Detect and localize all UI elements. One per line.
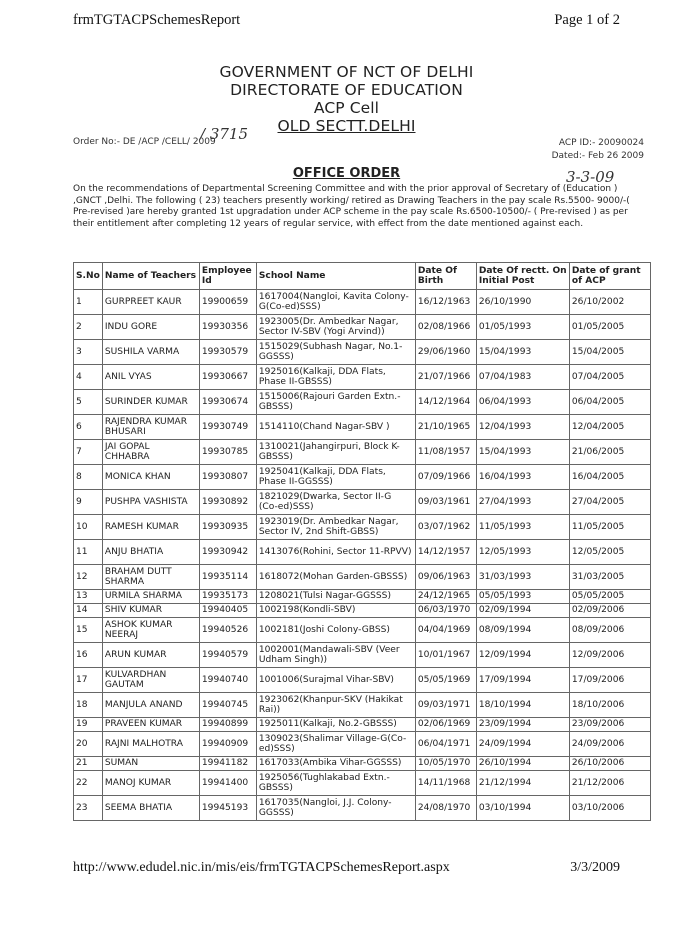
cell-employee-id: 19930892 (199, 490, 256, 515)
cell-name: RAJNI MALHOTRA (102, 732, 199, 757)
cell-date-of-grant: 12/05/2005 (569, 540, 650, 565)
cell-date-of-recruitment: 03/10/1994 (476, 796, 569, 821)
cell-date-of-birth: 09/03/1961 (415, 490, 476, 515)
cell-date-of-recruitment: 12/05/1993 (476, 540, 569, 565)
cell-employee-id: 19941182 (199, 757, 256, 771)
cell-employee-id: 19940526 (199, 618, 256, 643)
cell-date-of-birth: 10/01/1967 (415, 643, 476, 668)
cell-school-name: 1208021(Tulsi Nagar-GGSSS) (256, 590, 415, 604)
cell-sno: 3 (74, 340, 103, 365)
cell-date-of-birth: 11/08/1957 (415, 440, 476, 465)
cell-school-name: 1925016(Kalkaji, DDA Flats, Phase II-GBSSS) (256, 365, 415, 390)
cell-date-of-recruitment: 18/10/1994 (476, 693, 569, 718)
table-row (74, 415, 651, 440)
cell-school-name: 1821029(Dwarka, Sector II-G (Co-ed)SSS) (256, 490, 415, 515)
cell-sno: 18 (74, 693, 103, 718)
cell-sno: 16 (74, 643, 103, 668)
cell-date-of-birth: 05/05/1969 (415, 668, 476, 693)
cell-school-name: 1002198(Kondli-SBV) (256, 604, 415, 618)
cell-school-name: 1310021(Jahangirpuri, Block K-GBSSS) (256, 440, 415, 465)
cell-employee-id: 19930785 (199, 440, 256, 465)
cell-name: BRAHAM DUTT SHARMA (102, 565, 199, 590)
cell-date-of-grant: 21/06/2005 (569, 440, 650, 465)
print-header-page: Page 1 of 2 (554, 12, 620, 28)
cell-employee-id: 19940579 (199, 643, 256, 668)
cell-date-of-grant: 02/09/2006 (569, 604, 650, 618)
header-date-of-recruitment: Date Of rectt. On Initial Post (476, 263, 569, 290)
cell-sno: 10 (74, 515, 103, 540)
table-row (74, 796, 651, 821)
cell-date-of-recruitment: 11/05/1993 (476, 515, 569, 540)
cell-school-name: 1617035(Nangloi, J.J. Colony-GGSSS) (256, 796, 415, 821)
header-date-of-grant: Date of grant of ACP (569, 263, 650, 290)
cell-date-of-grant: 21/12/2006 (569, 771, 650, 796)
cell-employee-id: 19945193 (199, 796, 256, 821)
cell-date-of-recruitment: 26/10/1990 (476, 290, 569, 315)
cell-sno: 2 (74, 315, 103, 340)
cell-sno: 22 (74, 771, 103, 796)
cell-school-name: 1309023(Shalimar Village-G(Co-ed)SSS) (256, 732, 415, 757)
org-line-4: OLD SECTT.DELHI (277, 117, 416, 135)
cell-date-of-birth: 06/03/1970 (415, 604, 476, 618)
cell-school-name: 1925041(Kalkaji, DDA Flats, Phase II-GGSSS) (256, 465, 415, 490)
cell-name: MANJULA ANAND (102, 693, 199, 718)
cell-date-of-birth: 09/06/1963 (415, 565, 476, 590)
cell-school-name: 1002181(Joshi Colony-GBSS) (256, 618, 415, 643)
cell-school-name: 1515006(Rajouri Garden Extn.-GBSSS) (256, 390, 415, 415)
cell-employee-id: 19935114 (199, 565, 256, 590)
cell-date-of-recruitment: 06/04/1993 (476, 390, 569, 415)
cell-date-of-recruitment: 15/04/1993 (476, 340, 569, 365)
cell-date-of-grant: 24/09/2006 (569, 732, 650, 757)
cell-employee-id: 19930579 (199, 340, 256, 365)
intro-paragraph: On the recommendations of Departmental Screening Committee and with the prior approval of Secretary of (Education ) ,GNCT ,Delhi. The following ( 23) teachers presently working/ retired as Drawing Teachers in the pay scale Rs.5500- 9000/-( Pre-revised )are hereby granted 1st upgradation under ACP scheme in the pay scale Rs.6500-10500/- ( Pre-revised ) as per their entitlement after completing 12 years of regular service, with effect from the date mentioned against each. (73, 184, 630, 229)
table-row (74, 440, 651, 465)
cell-date-of-grant: 15/04/2005 (569, 340, 650, 365)
cell-employee-id: 19940745 (199, 693, 256, 718)
cell-name: PRAVEEN KUMAR (102, 718, 199, 732)
cell-name: RAJENDRA KUMAR BHUSARI (102, 415, 199, 440)
cell-name: ASHOK KUMAR NEERAJ (102, 618, 199, 643)
cell-date-of-recruitment: 08/09/1994 (476, 618, 569, 643)
cell-employee-id: 19930749 (199, 415, 256, 440)
table-row (74, 315, 651, 340)
cell-sno: 20 (74, 732, 103, 757)
cell-employee-id: 19930935 (199, 515, 256, 540)
cell-name: GURPREET KAUR (102, 290, 199, 315)
cell-date-of-grant: 05/05/2005 (569, 590, 650, 604)
cell-employee-id: 19940909 (199, 732, 256, 757)
cell-date-of-grant: 26/10/2006 (569, 757, 650, 771)
header-date-of-birth: Date Of Birth (415, 263, 476, 290)
cell-school-name: 1923019(Dr. Ambedkar Nagar, Sector IV, 2nd Shift-GBSS) (256, 515, 415, 540)
table-row (74, 604, 651, 618)
acp-id: ACP ID:- 20090024 (558, 138, 644, 148)
table-row (74, 590, 651, 604)
cell-date-of-birth: 14/12/1964 (415, 390, 476, 415)
cell-date-of-grant: 16/04/2005 (569, 465, 650, 490)
organization-heading (0, 63, 693, 135)
table-row (74, 718, 651, 732)
cell-name: MONICA KHAN (102, 465, 199, 490)
cell-employee-id: 19930356 (199, 315, 256, 340)
cell-name: INDU GORE (102, 315, 199, 340)
cell-sno: 1 (74, 290, 103, 315)
print-footer-date: 3/3/2009 (570, 860, 620, 875)
cell-date-of-grant: 08/09/2006 (569, 618, 650, 643)
header-school-name: School Name (256, 263, 415, 290)
cell-date-of-recruitment: 23/09/1994 (476, 718, 569, 732)
cell-name: ANJU BHATIA (102, 540, 199, 565)
cell-name: ARUN KUMAR (102, 643, 199, 668)
cell-date-of-grant: 11/05/2005 (569, 515, 650, 540)
cell-date-of-recruitment: 21/12/1994 (476, 771, 569, 796)
cell-employee-id: 19940740 (199, 668, 256, 693)
table-row (74, 757, 651, 771)
cell-sno: 5 (74, 390, 103, 415)
cell-date-of-birth: 14/12/1957 (415, 540, 476, 565)
cell-date-of-birth: 04/04/1969 (415, 618, 476, 643)
cell-name: URMILA SHARMA (102, 590, 199, 604)
table-row (74, 540, 651, 565)
table-row (74, 565, 651, 590)
org-line-1: GOVERNMENT OF NCT OF DELHI (219, 63, 474, 81)
table-row (74, 693, 651, 718)
cell-employee-id: 19940899 (199, 718, 256, 732)
table-row (74, 771, 651, 796)
cell-name: SEEMA BHATIA (102, 796, 199, 821)
table-row (74, 618, 651, 643)
cell-school-name: 1617033(Ambika Vihar-GGSSS) (256, 757, 415, 771)
cell-name: SHIV KUMAR (102, 604, 199, 618)
cell-sno: 19 (74, 718, 103, 732)
cell-sno: 15 (74, 618, 103, 643)
table-row (74, 465, 651, 490)
cell-date-of-recruitment: 26/10/1994 (476, 757, 569, 771)
cell-sno: 17 (74, 668, 103, 693)
cell-date-of-grant: 03/10/2006 (569, 796, 650, 821)
print-header (73, 12, 620, 32)
cell-date-of-grant: 12/09/2006 (569, 643, 650, 668)
cell-school-name: 1413076(Rohini, Sector 11-RPVV) (256, 540, 415, 565)
cell-date-of-birth: 21/10/1965 (415, 415, 476, 440)
dated: Dated:- Feb 26 2009 (551, 151, 644, 161)
cell-name: SUSHILA VARMA (102, 340, 199, 365)
table-row (74, 365, 651, 390)
cell-employee-id: 19930807 (199, 465, 256, 490)
cell-date-of-birth: 29/06/1960 (415, 340, 476, 365)
cell-date-of-recruitment: 05/05/1993 (476, 590, 569, 604)
cell-employee-id: 19900659 (199, 290, 256, 315)
cell-employee-id: 19941400 (199, 771, 256, 796)
cell-date-of-grant: 26/10/2002 (569, 290, 650, 315)
cell-date-of-recruitment: 31/03/1993 (476, 565, 569, 590)
cell-sno: 9 (74, 490, 103, 515)
print-footer-url: http://www.edudel.nic.in/mis/eis/frmTGTACPSchemesReport.aspx (73, 860, 450, 875)
cell-date-of-birth: 03/07/1962 (415, 515, 476, 540)
cell-date-of-birth: 14/11/1968 (415, 771, 476, 796)
cell-name: ANIL VYAS (102, 365, 199, 390)
cell-date-of-recruitment: 16/04/1993 (476, 465, 569, 490)
acp-id-block (552, 137, 644, 163)
handwritten-order-number: / 3715 (200, 125, 248, 143)
cell-sno: 21 (74, 757, 103, 771)
cell-date-of-birth: 07/09/1966 (415, 465, 476, 490)
cell-sno: 14 (74, 604, 103, 618)
cell-date-of-birth: 02/06/1969 (415, 718, 476, 732)
print-footer (73, 860, 620, 880)
header-sno: S.No (74, 263, 103, 290)
cell-school-name: 1925056(Tughlakabad Extn.-GBSSS) (256, 771, 415, 796)
header-name: Name of Teachers (102, 263, 199, 290)
cell-date-of-grant: 07/04/2005 (569, 365, 650, 390)
table-row (74, 290, 651, 315)
table-row (74, 732, 651, 757)
cell-date-of-recruitment: 15/04/1993 (476, 440, 569, 465)
table-body (74, 290, 651, 821)
table-row (74, 515, 651, 540)
org-line-2: DIRECTORATE OF EDUCATION (230, 81, 463, 99)
cell-date-of-grant: 27/04/2005 (569, 490, 650, 515)
office-order-heading: OFFICE ORDER (292, 166, 401, 181)
cell-date-of-birth: 02/08/1966 (415, 315, 476, 340)
cell-employee-id: 19940405 (199, 604, 256, 618)
cell-sno: 8 (74, 465, 103, 490)
cell-date-of-grant: 17/09/2006 (569, 668, 650, 693)
cell-date-of-birth: 09/03/1971 (415, 693, 476, 718)
cell-sno: 4 (74, 365, 103, 390)
cell-sno: 11 (74, 540, 103, 565)
cell-date-of-grant: 01/05/2005 (569, 315, 650, 340)
cell-school-name: 1923005(Dr. Ambedkar Nagar, Sector IV-SBV (Yogi Arvind)) (256, 315, 415, 340)
cell-name: MANOJ KUMAR (102, 771, 199, 796)
cell-date-of-grant: 12/04/2005 (569, 415, 650, 440)
cell-name: PUSHPA VASHISTA (102, 490, 199, 515)
cell-name: JAI GOPAL CHHABRA (102, 440, 199, 465)
cell-sno: 7 (74, 440, 103, 465)
cell-school-name: 1515029(Subhash Nagar, No.1-GGSSS) (256, 340, 415, 365)
cell-date-of-birth: 21/07/1966 (415, 365, 476, 390)
cell-school-name: 1514110(Chand Nagar-SBV ) (256, 415, 415, 440)
cell-name: SURINDER KUMAR (102, 390, 199, 415)
cell-school-name: 1925011(Kalkaji, No.2-GBSSS) (256, 718, 415, 732)
cell-date-of-recruitment: 27/04/1993 (476, 490, 569, 515)
cell-sno: 13 (74, 590, 103, 604)
org-line-3: ACP Cell (313, 99, 380, 117)
table-row (74, 490, 651, 515)
cell-sno: 12 (74, 565, 103, 590)
cell-date-of-recruitment: 01/05/1993 (476, 315, 569, 340)
cell-date-of-recruitment: 12/09/1994 (476, 643, 569, 668)
cell-employee-id: 19935173 (199, 590, 256, 604)
cell-school-name: 1001006(Surajmal Vihar-SBV) (256, 668, 415, 693)
cell-sno: 6 (74, 415, 103, 440)
cell-name: RAMESH KUMAR (102, 515, 199, 540)
cell-date-of-grant: 06/04/2005 (569, 390, 650, 415)
order-number: Order No:- DE /ACP /CELL/ 2009 (73, 137, 216, 147)
cell-date-of-recruitment: 24/09/1994 (476, 732, 569, 757)
cell-employee-id: 19930667 (199, 365, 256, 390)
teachers-table (73, 262, 651, 821)
cell-name: SUMAN (102, 757, 199, 771)
cell-school-name: 1923062(Khanpur-SKV (Hakikat Rai)) (256, 693, 415, 718)
table-row (74, 340, 651, 365)
header-employee-id: Employee Id (199, 263, 256, 290)
cell-date-of-birth: 24/12/1965 (415, 590, 476, 604)
cell-school-name: 1002001(Mandawali-SBV (Veer Udham Singh)) (256, 643, 415, 668)
handwritten-date: 3-3-09 (566, 168, 615, 186)
print-header-title: frmTGTACPSchemesReport (73, 12, 241, 28)
cell-school-name: 1618072(Mohan Garden-GBSSS) (256, 565, 415, 590)
cell-date-of-recruitment: 07/04/1983 (476, 365, 569, 390)
cell-date-of-grant: 18/10/2006 (569, 693, 650, 718)
cell-employee-id: 19930674 (199, 390, 256, 415)
table-row (74, 390, 651, 415)
cell-employee-id: 19930942 (199, 540, 256, 565)
cell-date-of-recruitment: 12/04/1993 (476, 415, 569, 440)
table-header-row (74, 263, 651, 290)
cell-date-of-birth: 16/12/1963 (415, 290, 476, 315)
cell-date-of-birth: 24/08/1970 (415, 796, 476, 821)
cell-school-name: 1617004(Nangloi, Kavita Colony-G(Co-ed)SSS) (256, 290, 415, 315)
table-row (74, 668, 651, 693)
cell-date-of-recruitment: 02/09/1994 (476, 604, 569, 618)
cell-sno: 23 (74, 796, 103, 821)
cell-date-of-grant: 23/09/2006 (569, 718, 650, 732)
table-row (74, 643, 651, 668)
cell-date-of-birth: 10/05/1970 (415, 757, 476, 771)
cell-date-of-recruitment: 17/09/1994 (476, 668, 569, 693)
cell-name: KULVARDHAN GAUTAM (102, 668, 199, 693)
cell-date-of-birth: 06/04/1971 (415, 732, 476, 757)
cell-date-of-grant: 31/03/2005 (569, 565, 650, 590)
